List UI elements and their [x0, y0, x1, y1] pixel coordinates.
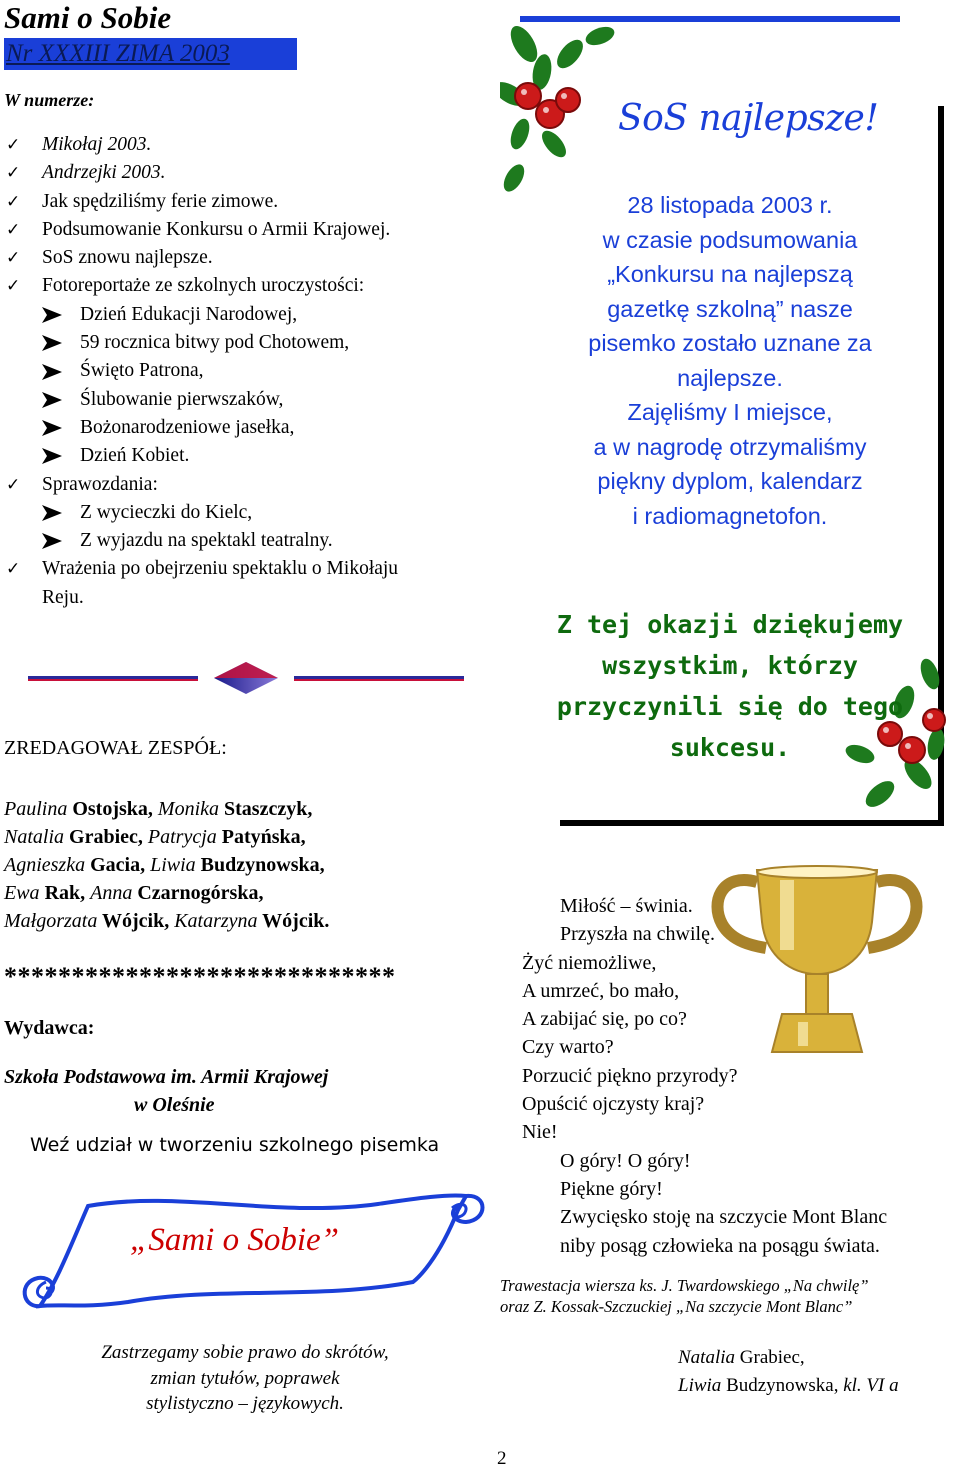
- member-first-name: Katarzyna: [174, 910, 258, 932]
- author-line-2: [678, 1372, 899, 1400]
- toc-item: [4, 329, 504, 357]
- toc-item-text: Ślubowanie pierwszaków,: [80, 388, 284, 410]
- poem-authors: [678, 1344, 899, 1400]
- toc-item-text: SoS znowu najlepsze.: [42, 247, 213, 269]
- credit-line: oraz Z. Kossak-Szczuckiej „Na szczycie Mont Blanc”: [500, 1297, 853, 1316]
- toc-item-text: Reju.: [42, 586, 84, 608]
- arrow-bullet-icon: [4, 392, 78, 408]
- toc-item: [4, 216, 504, 244]
- sos-line: i radiomagnetofon.: [632, 502, 828, 529]
- arrow-bullet-icon: [4, 307, 78, 323]
- toc-item: [4, 244, 504, 272]
- sos-line: Zajęliśmy I miejsce,: [627, 399, 833, 425]
- member-last-name: Patyńska,: [216, 826, 306, 848]
- member-first-name: Patrycja: [147, 826, 217, 848]
- sos-paragraph-1: [540, 188, 920, 395]
- author-line-1: [678, 1344, 899, 1372]
- toc-item: [4, 188, 504, 216]
- team-line: [4, 823, 484, 851]
- thanks-message: [540, 604, 920, 768]
- poem-line: Piękne góry!: [560, 1177, 663, 1200]
- reserve-note: [30, 1340, 460, 1417]
- table-of-contents: [4, 131, 504, 612]
- author-last-name: Budzynowska,: [721, 1375, 844, 1396]
- author-class: kl. VI a: [843, 1375, 899, 1396]
- team-line: [4, 879, 484, 907]
- checkmark-icon: ✓: [6, 248, 21, 269]
- poem-line: Opuścić ojczysty kraj?: [522, 1093, 705, 1116]
- newsletter-title: Sami o Sobie: [4, 0, 172, 35]
- poem-credit: [500, 1275, 869, 1317]
- toc-item: [4, 555, 504, 583]
- toc-item-text: Mikołaj 2003.: [42, 134, 152, 155]
- arrow-bullet-icon: [4, 364, 78, 380]
- toc-item-text: 59 rocznica bitwy pod Chotowem,: [80, 332, 350, 354]
- toc-item-text: Dzień Kobiet.: [80, 445, 190, 467]
- member-last-name: Grabiec,: [64, 826, 148, 848]
- reserve-line: zmian tytułów, poprawek: [150, 1367, 340, 1389]
- member-first-name: Anna: [90, 882, 133, 904]
- toc-item-text: Z wyjazdu na spektakl teatralny.: [80, 530, 333, 552]
- checkmark-icon: ✓: [6, 191, 21, 212]
- sos-paragraph-2: [540, 395, 920, 533]
- poem-line: A zabijać się, po co?: [522, 1008, 687, 1031]
- publisher-line-2: w Oleśnie: [134, 1094, 215, 1116]
- toc-item-text: Fotoreportaże ze szkolnych uroczystości:: [42, 275, 365, 297]
- team-line: [4, 795, 484, 823]
- member-last-name: Wójcik.: [257, 910, 330, 932]
- toc-item-text: Z wycieczki do Kielc,: [80, 501, 253, 523]
- toc-item-text: Bożonarodzeniowe jasełka,: [80, 416, 295, 438]
- publisher-line-1: Szkoła Podstawowa im. Armii Krajowej: [4, 1066, 329, 1088]
- author-first-name: Natalia: [678, 1347, 736, 1368]
- toc-item: [4, 471, 504, 499]
- issue-label: [4, 38, 297, 70]
- sos-line: piękny dyplom, kalendarz: [597, 468, 863, 494]
- sos-line: najlepsze.: [677, 364, 783, 391]
- thanks-line: Z tej okazji dziękujemy: [556, 610, 904, 639]
- member-first-name: Natalia: [4, 826, 65, 848]
- toc-item: [4, 386, 504, 414]
- checkmark-icon: ✓: [6, 135, 21, 155]
- toc-item: [4, 499, 504, 527]
- sos-line: 28 listopada 2003 r.: [627, 192, 833, 218]
- sos-line: pisemko zostało uznane za: [588, 330, 872, 356]
- team-line: [4, 851, 484, 879]
- thanks-line: przyczynili się do tego: [556, 692, 904, 721]
- issue-text: Nr XXXIII ZIMA 2003: [6, 40, 230, 67]
- poem-line: niby posąg człowieka na posągu świata.: [560, 1234, 880, 1257]
- toc-item-text: Dzień Edukacji Narodowej,: [80, 303, 298, 325]
- decorative-divider: [28, 660, 464, 696]
- checkmark-icon: ✓: [6, 163, 21, 184]
- member-first-name: Liwia: [150, 854, 196, 876]
- publisher-label: Wydawca:: [4, 1017, 95, 1039]
- page-number: 2: [497, 1448, 507, 1469]
- toc-item: [4, 357, 504, 385]
- toc-item-text: Jak spędziliśmy ferie zimowe.: [42, 190, 279, 212]
- poem-line: Żyć niemożliwe,: [522, 951, 657, 974]
- member-last-name: Wójcik,: [97, 910, 175, 932]
- member-first-name: Monika: [157, 798, 220, 820]
- reserve-line: Zastrzegamy sobie prawo do skrótów,: [101, 1342, 389, 1363]
- sos-line: gazetkę szkolną” nasze: [607, 295, 853, 322]
- sos-title: SoS najlepsze!: [618, 98, 879, 139]
- arrow-bullet-icon: [4, 448, 78, 464]
- call-to-action: Weź udział w tworzeniu szkolnego pisemka: [30, 1134, 440, 1156]
- toc-item-text: Podsumowanie Konkursu o Armii Krajowej.: [42, 218, 391, 240]
- toc-item: [4, 414, 504, 442]
- poem-line: Nie!: [522, 1121, 558, 1144]
- member-last-name: Ostojska,: [67, 798, 158, 820]
- member-last-name: Czarnogórska,: [132, 882, 264, 904]
- author-first-name: Liwia: [678, 1375, 722, 1396]
- poem-line: Czy warto?: [522, 1036, 614, 1059]
- member-first-name: Małgorzata: [4, 910, 98, 932]
- credit-line: Trawestacja wiersza ks. J. Twardowskiego „Na chwilę”: [500, 1276, 869, 1295]
- arrow-bullet-icon: [4, 505, 78, 521]
- in-issue-heading: W numerze:: [4, 90, 95, 110]
- thanks-line: wszystkim, którzy: [602, 651, 858, 680]
- banner-title: „Sami o Sobie”: [130, 1222, 340, 1258]
- toc-item: [4, 527, 504, 555]
- poem-line: Miłość – świnia.: [560, 895, 693, 917]
- poem: [522, 892, 887, 1260]
- member-last-name: Budzynowska,: [195, 854, 325, 876]
- member-last-name: Gacia,: [85, 854, 151, 876]
- toc-item-text: Wrażenia po obejrzeniu spektaklu o Mikołaju: [42, 558, 399, 580]
- arrow-bullet-icon: [4, 420, 78, 436]
- team-heading: ZREDAGOWAŁ ZESPÓŁ:: [4, 737, 227, 759]
- poem-line: Porzucić piękno przyrody?: [522, 1064, 738, 1087]
- member-last-name: Rak,: [39, 882, 91, 904]
- member-first-name: Ewa: [4, 882, 40, 904]
- stars-separator: *****************************: [4, 962, 396, 991]
- arrow-bullet-icon: [4, 335, 78, 351]
- poem-line: A umrzeć, bo mało,: [522, 979, 680, 1002]
- team-line: [4, 907, 484, 935]
- toc-item: [4, 584, 504, 612]
- checkmark-icon: ✓: [6, 219, 21, 240]
- team-list: [4, 795, 484, 935]
- poem-line: Przyszła na chwilę.: [560, 923, 715, 946]
- toc-item: [4, 301, 504, 329]
- member-last-name: Staszczyk,: [219, 798, 313, 820]
- author-last-name: Grabiec,: [735, 1347, 805, 1368]
- arrow-bullet-icon: [4, 533, 78, 549]
- poem-line: O góry! O góry!: [560, 1149, 691, 1172]
- toc-item: [4, 131, 504, 159]
- poem-line: Zwycięsko stoję na szczycie Mont Blanc: [560, 1206, 888, 1229]
- sos-line: w czasie podsumowania: [602, 226, 858, 253]
- toc-item: [4, 442, 504, 470]
- reserve-line: stylistyczno – językowych.: [146, 1393, 344, 1414]
- checkmark-icon: ✓: [6, 474, 21, 495]
- checkmark-icon: ✓: [6, 559, 21, 580]
- member-first-name: Agnieszka: [4, 854, 86, 876]
- thanks-line: sukcesu.: [669, 733, 791, 762]
- sos-line: „Konkursu na najlepszą: [607, 261, 853, 287]
- toc-item-text: Sprawozdania:: [42, 473, 158, 495]
- checkmark-icon: ✓: [6, 276, 21, 297]
- member-first-name: Paulina: [4, 798, 68, 820]
- toc-item: [4, 159, 504, 187]
- toc-item: [4, 272, 504, 300]
- sos-line: a w nagrodę otrzymaliśmy: [593, 433, 867, 460]
- toc-item-text: Andrzejki 2003.: [42, 162, 166, 184]
- toc-item-text: Święto Patrona,: [80, 360, 204, 382]
- sos-announcement: [540, 188, 920, 533]
- publisher-name: [4, 1063, 464, 1119]
